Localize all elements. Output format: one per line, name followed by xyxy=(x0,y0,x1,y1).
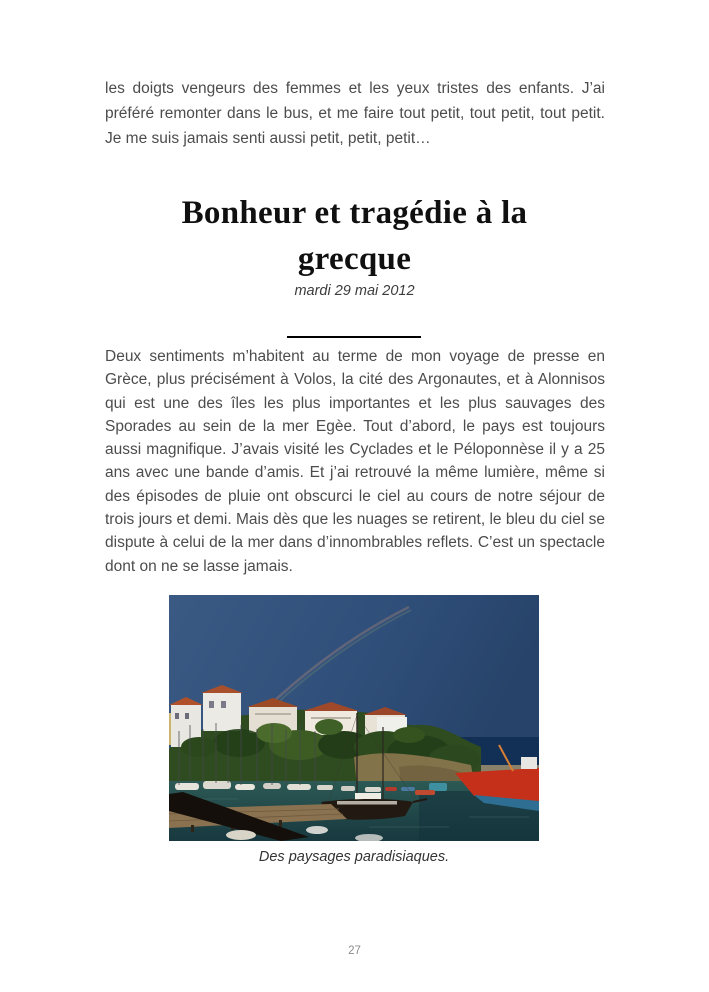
harbor-photo xyxy=(169,595,539,841)
photo-caption: Des paysages paradisiaques. xyxy=(258,849,450,865)
page-number: 27 xyxy=(348,945,361,957)
article-body: Deux sentiments m’habitent au terme de mon voyage de presse en Grèce, plus précisément à Volos, la cité des Argonautes, et à Alonnisos qui est une des îles les plus importantes et les plus sauvages des Sporades au sein de la mer Egèe. Tout d’abord, le pays est toujours aussi magnifique. J’avais visité les Cyclades et le Péloponnèse il y a 25 ans avec une bande d’amis. Et j’ai retrouvé la même lumière, même si des épisodes de pluie ont obscurci le ciel au cours de notre séjour de trois jours et demi. Mais dès que les nuages se retirent, le bleu du ciel se dispute à celui de la mer dans d’innombrables reflets. C’est un spectacle dont on ne se lasse jamais. xyxy=(105,348,605,575)
article-date: mardi 29 mai 2012 xyxy=(294,283,415,299)
harbor-photo-figure xyxy=(169,595,539,865)
section-divider xyxy=(287,336,421,338)
intro-paragraph: les doigts vengeurs des femmes et les yeux tristes des enfants. J’ai préféré remonter dans le bus, et me faire tout petit, tout petit, tout petit. Je me suis jamais senti aussi petit, petit, petit… xyxy=(105,80,605,147)
article-title: Bonheur et tragédie à la grecque xyxy=(181,195,528,277)
dinghy xyxy=(306,826,328,834)
dinghy xyxy=(226,830,256,840)
